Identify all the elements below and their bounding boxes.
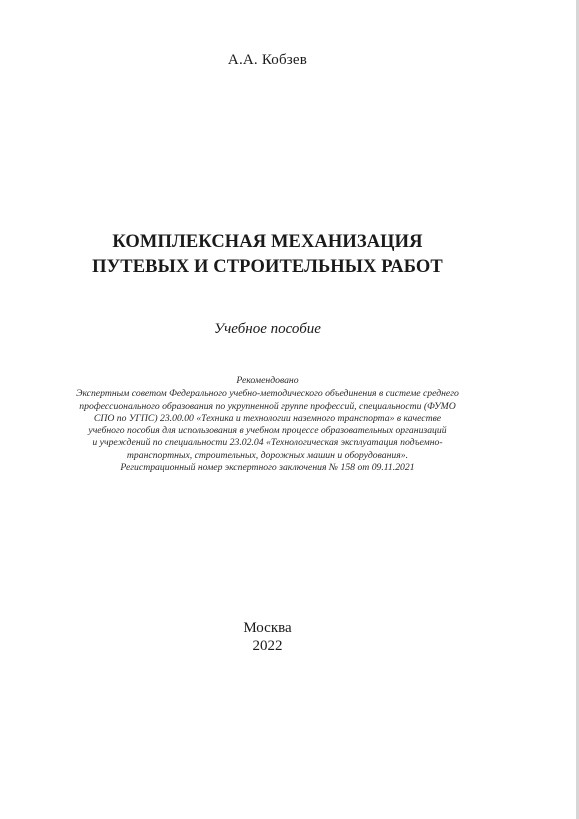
publication-year: 2022 <box>252 638 283 654</box>
recommendation-line: учебного пособия для использования в учебном процессе образовательных организаций <box>88 425 447 437</box>
recommendation-line: Регистрационный номер экспертного заключения № 158 от 09.11.2021 <box>120 462 415 474</box>
book-title <box>0 230 535 280</box>
book-title-line-1: КОМПЛЕКСНАЯ МЕХАНИЗАЦИЯ <box>112 232 423 252</box>
recommendation-line: СПО по УГПС) 23.00.00 «Техника и технологии наземного транспорта» в качестве <box>93 412 442 424</box>
recommendation-line: Экспертным советом Федерального учебно-методического объединения в системе среднего <box>76 388 459 400</box>
recommendation-block <box>40 375 495 474</box>
recommendation-heading: Рекомендовано <box>236 375 299 386</box>
book-subtitle: Учебное пособие <box>214 321 321 337</box>
book-title-line-2: ПУТЕВЫХ И СТРОИТЕЛЬНЫХ РАБОТ <box>92 257 443 277</box>
author-name: А.А. Кобзев <box>227 52 308 68</box>
publication-city: Москва <box>243 620 292 636</box>
recommendation-line: транспортных, строительных, дорожных машин и оборудования». <box>126 449 409 461</box>
recommendation-line: и учреждений по специальности 23.02.04 «Технологическая эксплуатация подъемно- <box>92 437 443 449</box>
recommendation-line: профессионального образования по укрупненной группе профессий, специальности (ФУМО <box>79 400 456 412</box>
